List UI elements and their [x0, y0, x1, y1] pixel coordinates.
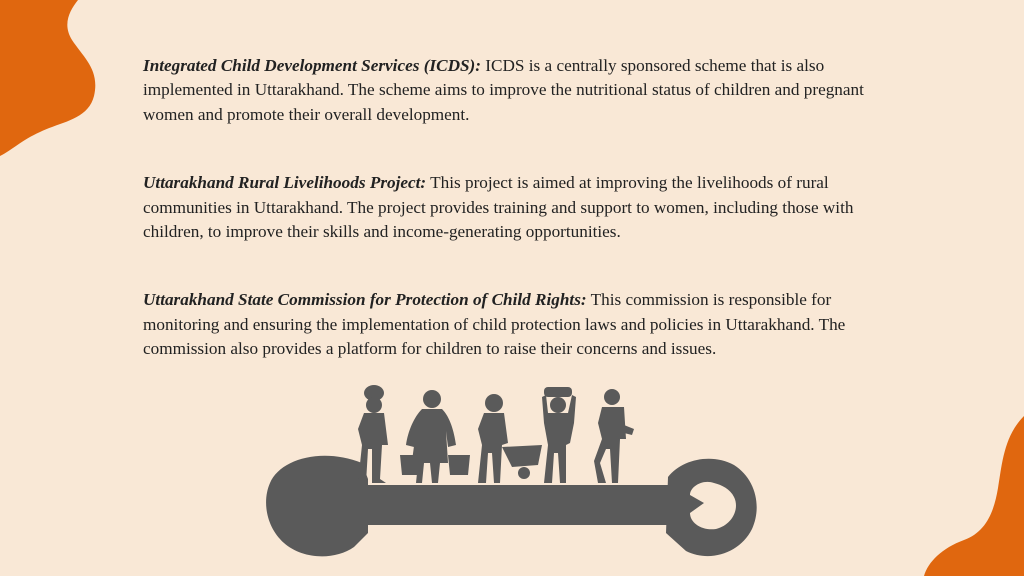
paragraph-body: This project is aimed at improving the livelihoods of rural communities in Uttarakhand. The project provides training and support to women, including those with children, to improve their skills and income-generating opportunities. — [143, 173, 854, 242]
paragraph-body: ICDS is a centrally sponsored scheme that is also implemented in Uttarakhand. The scheme aims to improve the nutritional status of children and pregnant women and promote their overall development. — [143, 56, 864, 124]
paragraph-body: This commission is responsible for monitoring and ensuring the implementation of child protection laws and policies in Uttarakhand. The commission also provides a platform for children to raise their concerns and issues. — [143, 290, 846, 359]
paragraph-lead: Uttarakhand State Commission for Protection of Child Rights: — [143, 290, 587, 310]
paragraph-lead: Uttarakhand Rural Livelihoods Project: — [143, 173, 427, 193]
orange-corner-blob-bottom-right — [924, 416, 1024, 576]
paragraph-rural-livelihoods — [143, 171, 903, 244]
content-area — [143, 54, 903, 406]
orange-corner-blob-top-left — [0, 0, 100, 160]
paragraph-lead: Integrated Child Development Services (ICDS): — [143, 56, 481, 75]
children-on-wrench-silhouette-icon — [262, 383, 762, 573]
paragraph-child-rights-commission — [143, 288, 903, 361]
paragraph-icds — [143, 54, 903, 127]
